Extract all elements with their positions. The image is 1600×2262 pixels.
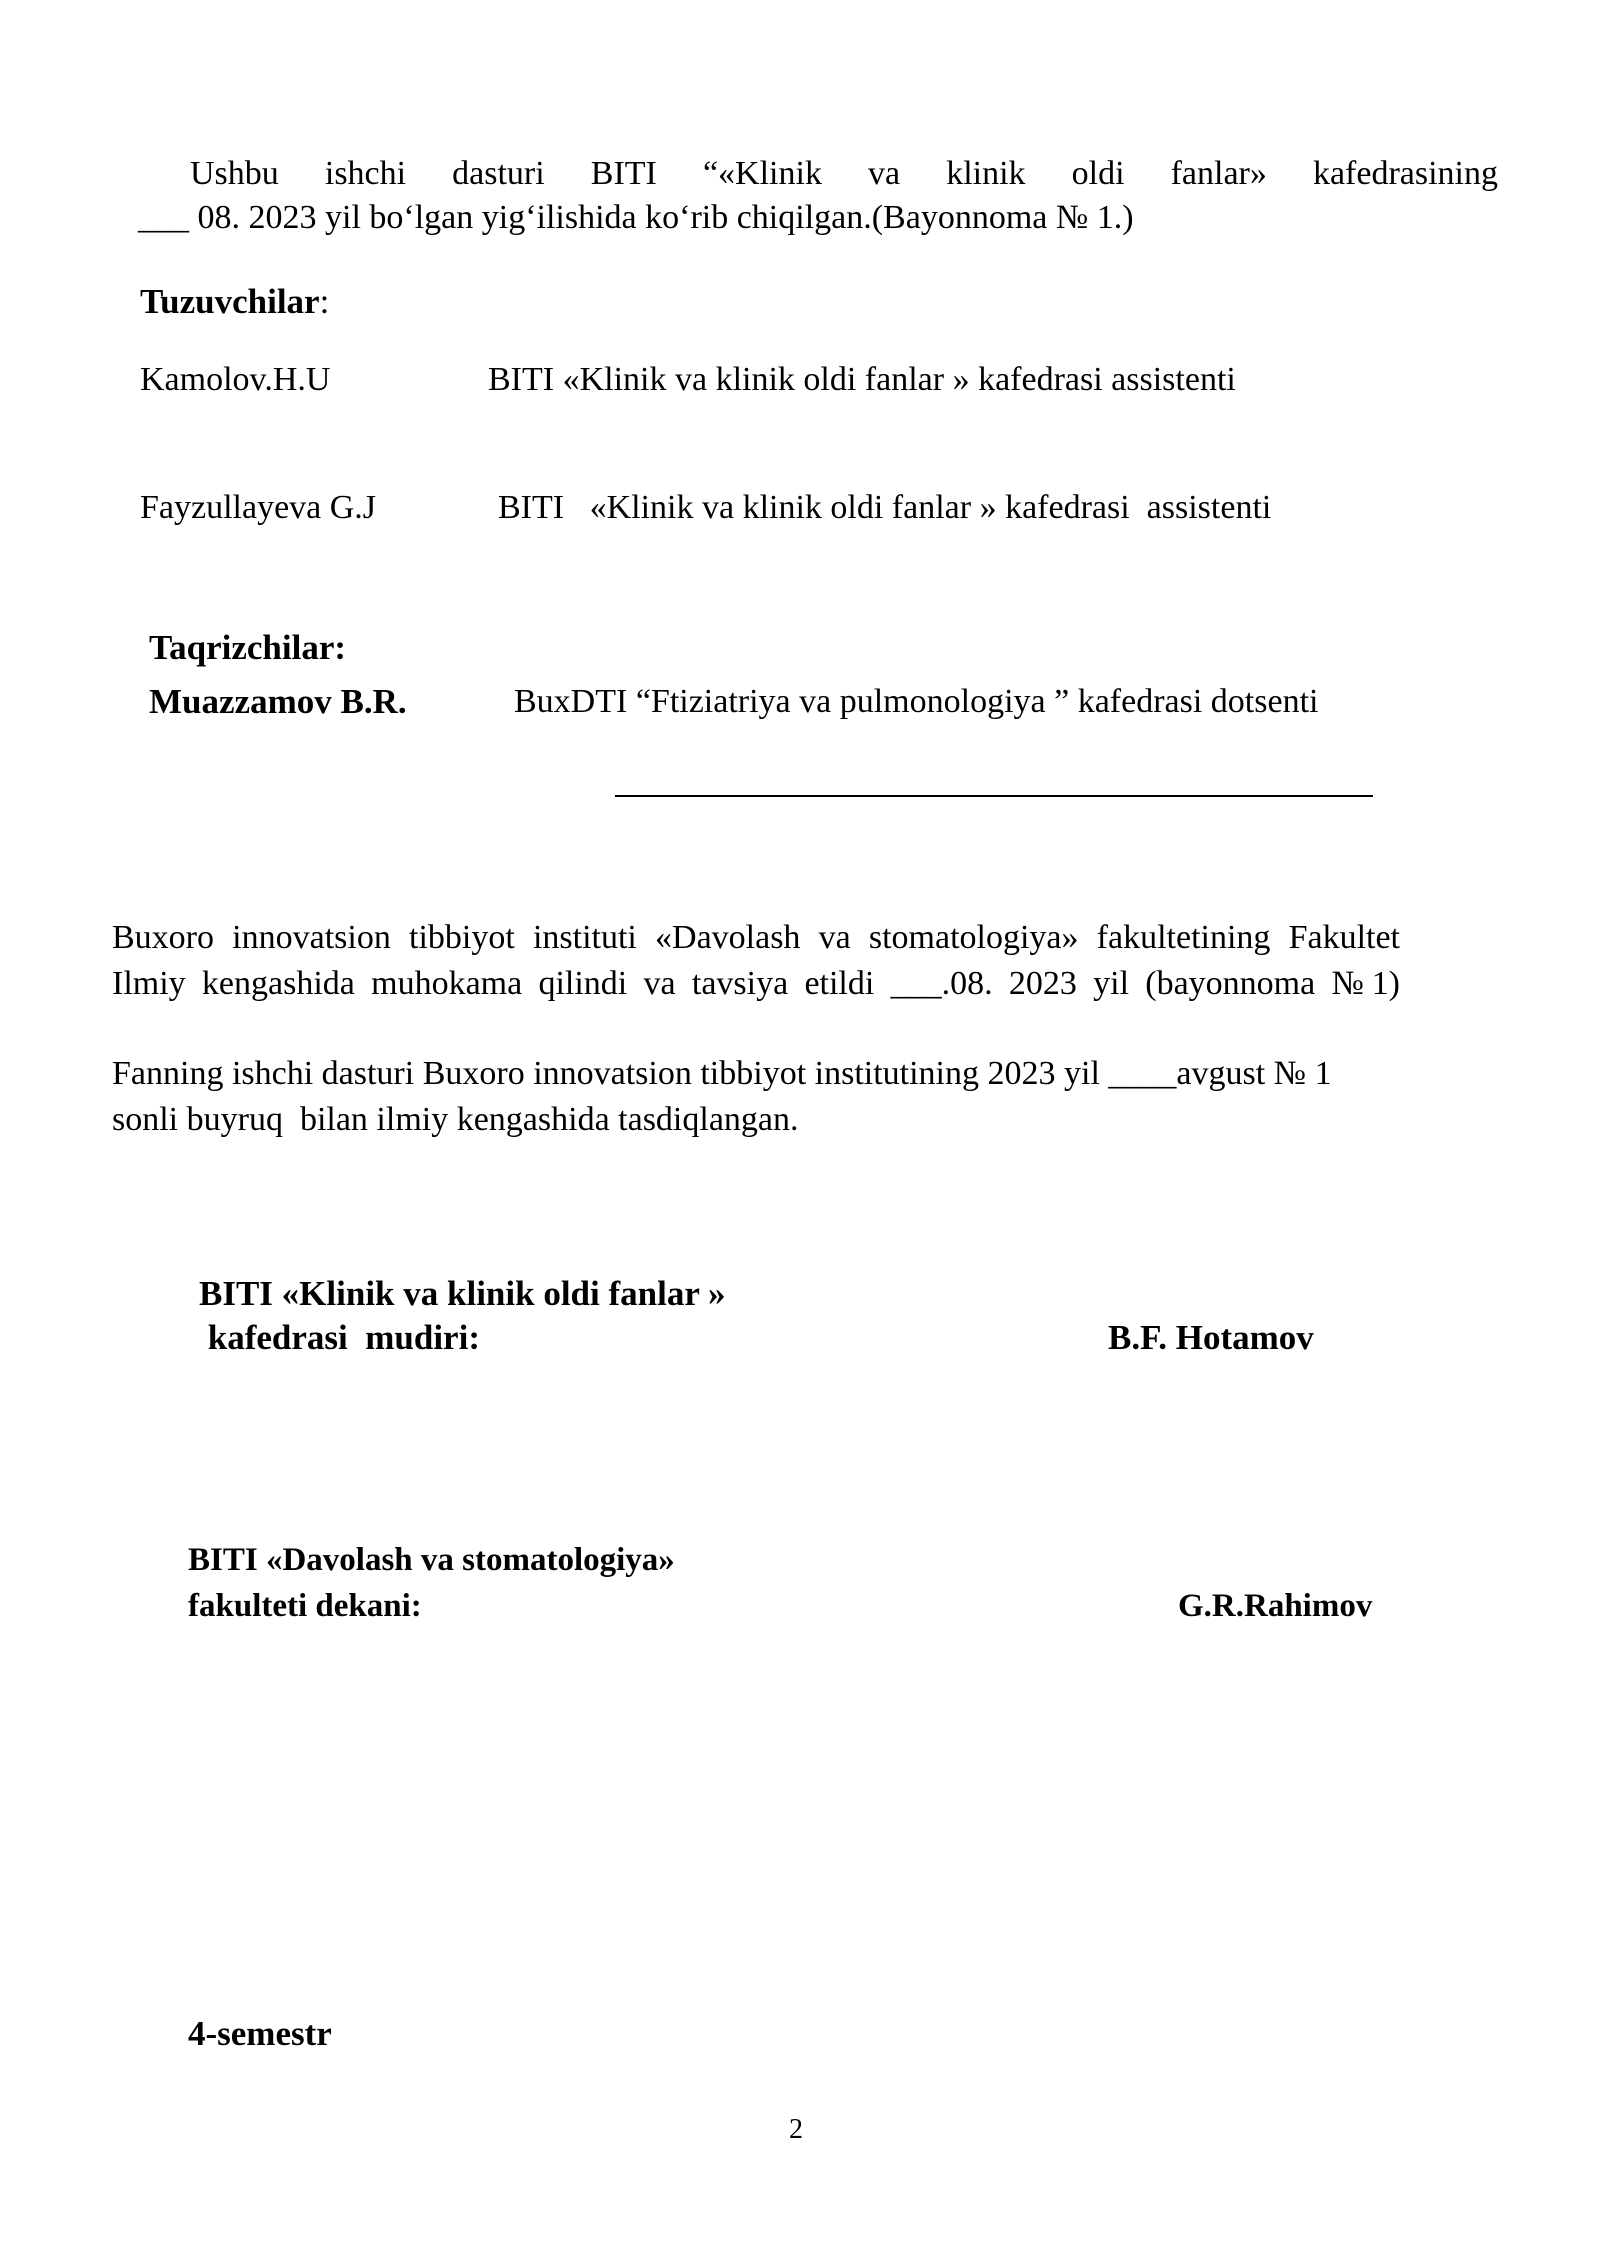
approval-line-2: sonli buyruq bilan ilmiy kengashida tasdiqlangan. (112, 1101, 799, 1138)
signature-1-title-line-2: kafedrasi mudiri: (199, 1318, 480, 1357)
intro-line-1: Ushbu ishchi dasturi BITI “«Klinik va klinik oldi fanlar» kafedrasining (190, 155, 1498, 192)
reviewers-heading: Taqrizchilar: (149, 628, 347, 667)
author-role-1: BITI «Klinik va klinik oldi fanlar » kafedrasi assistenti (488, 361, 1236, 398)
reviewer-role-1: BuxDTI “Ftiziatriya va pulmonologiya ” kafedrasi dotsenti (514, 683, 1319, 720)
signature-1-name: B.F. Hotamov (1108, 1318, 1314, 1357)
council-line-2-pre: Ilmiy kengashida muhokama qilindi va tavsiya etildi (112, 965, 875, 1002)
council-date-blank: ___ (890, 965, 942, 1002)
council-line-2-post: .08. 2023 yil (bayonnoma №1) (941, 965, 1401, 1002)
authors-heading-label: Tuzuvchilar (140, 282, 320, 321)
signature-2-title-line-1: BITI «Davolash va stomatologiya» (188, 1542, 675, 1578)
approval-line-1-pre: Fanning ishchi dasturi Buxoro innovatsion tibbiyot institutining 2023 yil (112, 1055, 1109, 1092)
author-name-2: Fayzullayeva G.J (140, 489, 377, 526)
author-role-2: BITI «Klinik va klinik oldi fanlar » kafedrasi assistenti (498, 489, 1272, 526)
reviewer-name-1: Muazzamov B.R. (149, 682, 407, 721)
signature-rule (615, 795, 1373, 797)
signature-1-title-line-1: BITI «Klinik va klinik oldi fanlar » (199, 1274, 726, 1313)
council-line-2 (112, 964, 1400, 1004)
approval-line-1 (112, 1054, 1332, 1094)
intro-line-2 (138, 198, 1134, 238)
author-name-1: Kamolov.H.U (140, 361, 331, 398)
semester-label: 4-semestr (188, 2014, 332, 2053)
intro-line-2-text: 08. 2023 yil bo‘lgan yig‘ilishida ko‘rib chiqilgan.(Bayonnoma № 1.) (189, 199, 1134, 236)
approval-date-blank: ____ (1108, 1055, 1177, 1092)
authors-heading (140, 282, 329, 322)
approval-line-1-post: avgust № 1 (1176, 1055, 1332, 1092)
signature-2-name: G.R.Rahimov (1178, 1588, 1373, 1624)
signature-2-title-line-2: fakulteti dekani: (188, 1588, 422, 1624)
authors-heading-colon: : (319, 282, 330, 321)
council-line-1: Buxoro innovatsion tibbiyot instituti «Davolash va stomatologiya» fakultetining Fakultet (112, 919, 1400, 956)
intro-date-blank: ___ (138, 199, 189, 236)
page-number: 2 (789, 2114, 803, 2145)
